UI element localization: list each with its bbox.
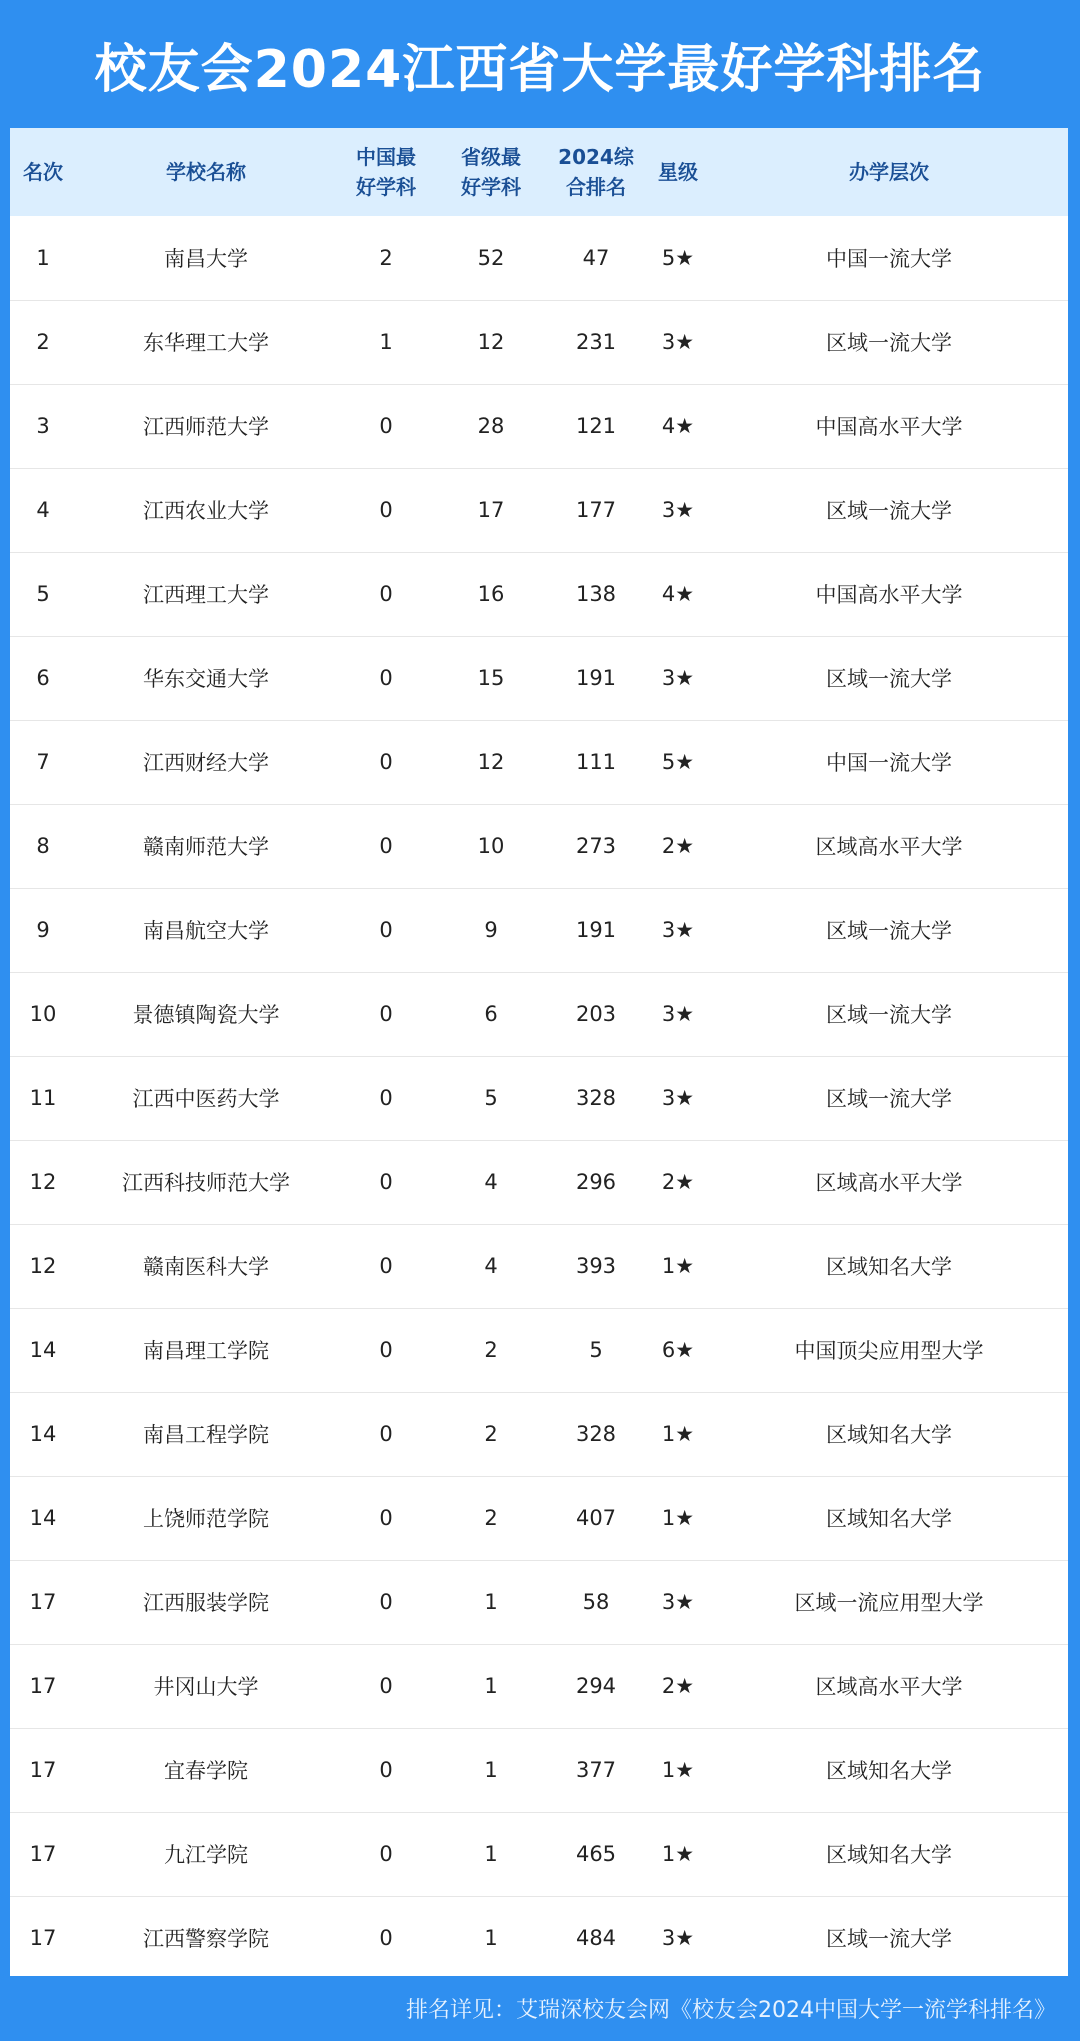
cell-rank: 14 [10,1308,76,1392]
cell-star: 5★ [646,216,710,300]
cell-overall: 58 [546,1560,646,1644]
cell-star: 3★ [646,636,710,720]
cell-rank: 17 [10,1812,76,1896]
cell-star: 1★ [646,1476,710,1560]
cell-level: 中国一流大学 [710,720,1068,804]
cell-overall: 191 [546,888,646,972]
cell-cn-best: 0 [336,1056,436,1140]
cell-cn-best: 1 [336,300,436,384]
cell-level: 区域一流大学 [710,1056,1068,1140]
cell-cn-best: 0 [336,1644,436,1728]
cell-cn-best: 0 [336,552,436,636]
cell-rank: 10 [10,972,76,1056]
table-row [10,804,1068,888]
cell-overall: 296 [546,1140,646,1224]
cell-level: 区域一流大学 [710,888,1068,972]
header-prov-best: 省级最 好学科 [461,145,521,199]
header-school: 学校名称 [166,160,246,184]
table-row [10,1560,1068,1644]
cell-school: 江西财经大学 [76,720,336,804]
cell-school: 上饶师范学院 [76,1476,336,1560]
header-overall: 2024综 合排名 [558,145,634,199]
cell-prov-best: 28 [436,384,546,468]
cell-prov-best: 12 [436,720,546,804]
cell-overall: 47 [546,216,646,300]
cell-overall: 231 [546,300,646,384]
cell-prov-best: 1 [436,1728,546,1812]
cell-star: 3★ [646,888,710,972]
page-title: 校友会2024江西省大学最好学科排名 [94,39,986,100]
cell-rank: 11 [10,1056,76,1140]
cell-level: 区域知名大学 [710,1476,1068,1560]
cell-cn-best: 0 [336,888,436,972]
cell-prov-best: 12 [436,300,546,384]
cell-star: 3★ [661,1926,695,1951]
cell-school: 江西理工大学 [76,552,336,636]
table-row [10,1896,1068,1980]
cell-overall: 121 [546,384,646,468]
cell-rank: 8 [10,804,76,888]
cell-star: 3★ [646,300,710,384]
cell-overall: 5 [546,1308,646,1392]
cell-school: 江西服装学院 [76,1560,336,1644]
cell-overall: 294 [546,1644,646,1728]
cell-cn-best: 0 [336,468,436,552]
table-row [10,1224,1068,1308]
cell-star: 3★ [646,1056,710,1140]
cell-level: 中国顶尖应用型大学 [710,1308,1068,1392]
table-row [10,216,1068,300]
cell-star: 1★ [646,1812,710,1896]
cell-school: 九江学院 [76,1812,336,1896]
cell-overall: 138 [546,552,646,636]
cell-star: 2★ [646,1140,710,1224]
cell-star: 2★ [646,1644,710,1728]
cell-cn-best: 2 [336,216,436,300]
cell-star: 1★ [646,1728,710,1812]
cell-school: 华东交通大学 [76,636,336,720]
table-row [10,300,1068,384]
cell-overall: 273 [546,804,646,888]
cell-school: 南昌航空大学 [76,888,336,972]
cell-school: 景德镇陶瓷大学 [76,972,336,1056]
cell-level: 区域高水平大学 [710,804,1068,888]
cell-prov-best: 10 [436,804,546,888]
cell-school: 南昌大学 [76,216,336,300]
footer [0,1976,1080,2041]
cell-rank: 1 [10,216,76,300]
cell-level: 区域高水平大学 [710,1140,1068,1224]
table-row [10,1392,1068,1476]
cell-school: 赣南医科大学 [76,1224,336,1308]
cell-star: 3★ [646,468,710,552]
cell-star: 4★ [646,384,710,468]
cell-school: 井冈山大学 [76,1644,336,1728]
cell-level: 区域知名大学 [710,1224,1068,1308]
cell-level: 区域一流大学 [710,636,1068,720]
cell-prov-best: 15 [436,636,546,720]
cell-cn-best: 0 [336,1560,436,1644]
cell-school: 江西农业大学 [76,468,336,552]
cell-school: 江西警察学院 [143,1927,269,1952]
cell-prov-best: 16 [436,552,546,636]
cell-prov-best: 2 [436,1392,546,1476]
cell-rank: 2 [10,300,76,384]
cell-school: 南昌工程学院 [76,1392,336,1476]
cell-overall: 111 [546,720,646,804]
cell-star: 5★ [646,720,710,804]
cell-rank: 6 [10,636,76,720]
cell-star: 4★ [646,552,710,636]
cell-rank: 9 [10,888,76,972]
cell-rank: 3 [10,384,76,468]
cell-prov-best: 1 [484,1926,498,1951]
cell-prov-best: 2 [436,1476,546,1560]
cell-star: 6★ [646,1308,710,1392]
cell-prov-best: 52 [436,216,546,300]
cell-star: 3★ [646,972,710,1056]
cell-rank: 17 [10,1560,76,1644]
cell-rank: 5 [10,552,76,636]
cell-level: 区域知名大学 [710,1728,1068,1812]
ranking-panel [10,128,1068,1976]
table-row [10,468,1068,552]
table-row [10,1056,1068,1140]
cell-prov-best: 1 [436,1812,546,1896]
cell-cn-best: 0 [379,1926,393,1951]
cell-cn-best: 0 [336,1392,436,1476]
cell-overall: 484 [575,1926,617,1951]
cell-cn-best: 0 [336,384,436,468]
cell-overall: 465 [546,1812,646,1896]
cell-prov-best: 4 [436,1140,546,1224]
cell-rank: 12 [10,1140,76,1224]
cell-cn-best: 0 [336,1308,436,1392]
cell-level: 区域高水平大学 [710,1644,1068,1728]
table-row [10,888,1068,972]
cell-star: 1★ [646,1224,710,1308]
cell-level: 中国一流大学 [710,216,1068,300]
cell-school: 东华理工大学 [76,300,336,384]
cell-cn-best: 0 [336,1476,436,1560]
cell-cn-best: 0 [336,1140,436,1224]
header-rank: 名次 [23,160,63,184]
cell-cn-best: 0 [336,972,436,1056]
table-row [10,1308,1068,1392]
cell-rank: 17 [10,1644,76,1728]
header-level: 办学层次 [849,160,929,184]
cell-prov-best: 2 [436,1308,546,1392]
cell-cn-best: 0 [336,1812,436,1896]
cell-overall: 407 [546,1476,646,1560]
header-cn-best: 中国最 好学科 [356,145,416,199]
table-row [10,1728,1068,1812]
cell-prov-best: 5 [436,1056,546,1140]
table-row [10,720,1068,804]
cell-rank: 14 [10,1476,76,1560]
cell-rank: 14 [10,1392,76,1476]
cell-star: 2★ [646,804,710,888]
cell-rank: 17 [10,1728,76,1812]
source-note: 排名详见：艾瑞深校友会网《校友会2024中国大学一流学科排名》 [406,1998,1056,2023]
cell-cn-best: 0 [336,1728,436,1812]
cell-prov-best: 9 [436,888,546,972]
cell-level: 区域知名大学 [710,1392,1068,1476]
cell-level: 区域一流大学 [710,972,1068,1056]
cell-rank: 4 [10,468,76,552]
cell-overall: 191 [546,636,646,720]
cell-prov-best: 1 [436,1560,546,1644]
cell-level: 区域一流应用型大学 [710,1560,1068,1644]
cell-cn-best: 0 [336,636,436,720]
cell-overall: 328 [546,1392,646,1476]
table-row [10,552,1068,636]
cell-level: 区域知名大学 [710,1812,1068,1896]
table-row [10,1644,1068,1728]
cell-prov-best: 1 [436,1644,546,1728]
cell-level: 区域一流大学 [710,300,1068,384]
cell-star: 3★ [646,1560,710,1644]
cell-overall: 377 [546,1728,646,1812]
cell-rank: 17 [29,1926,57,1951]
table-row [10,1140,1068,1224]
table-row [10,636,1068,720]
table-header-row [10,128,1068,216]
cell-school: 江西中医药大学 [76,1056,336,1140]
cell-school: 江西师范大学 [76,384,336,468]
cell-overall: 393 [546,1224,646,1308]
cell-overall: 328 [546,1056,646,1140]
cell-prov-best: 6 [436,972,546,1056]
cell-level: 区域一流大学 [826,1927,952,1952]
cell-level: 区域一流大学 [710,468,1068,552]
cell-school: 宜春学院 [76,1728,336,1812]
cell-rank: 7 [10,720,76,804]
table-row [10,384,1068,468]
cell-overall: 177 [546,468,646,552]
cell-prov-best: 17 [436,468,546,552]
table-row [10,1812,1068,1896]
title-bar [0,0,1080,128]
cell-level: 中国高水平大学 [710,552,1068,636]
cell-level: 中国高水平大学 [710,384,1068,468]
cell-school: 赣南师范大学 [76,804,336,888]
cell-rank: 12 [10,1224,76,1308]
table-row [10,1476,1068,1560]
cell-school: 南昌理工学院 [76,1308,336,1392]
cell-prov-best: 4 [436,1224,546,1308]
cell-star: 1★ [646,1392,710,1476]
cell-overall: 203 [546,972,646,1056]
table-row [10,972,1068,1056]
ranking-table [10,128,1068,1980]
cell-cn-best: 0 [336,804,436,888]
cell-school: 江西科技师范大学 [76,1140,336,1224]
cell-cn-best: 0 [336,720,436,804]
header-star: 星级 [658,160,698,184]
cell-cn-best: 0 [336,1224,436,1308]
